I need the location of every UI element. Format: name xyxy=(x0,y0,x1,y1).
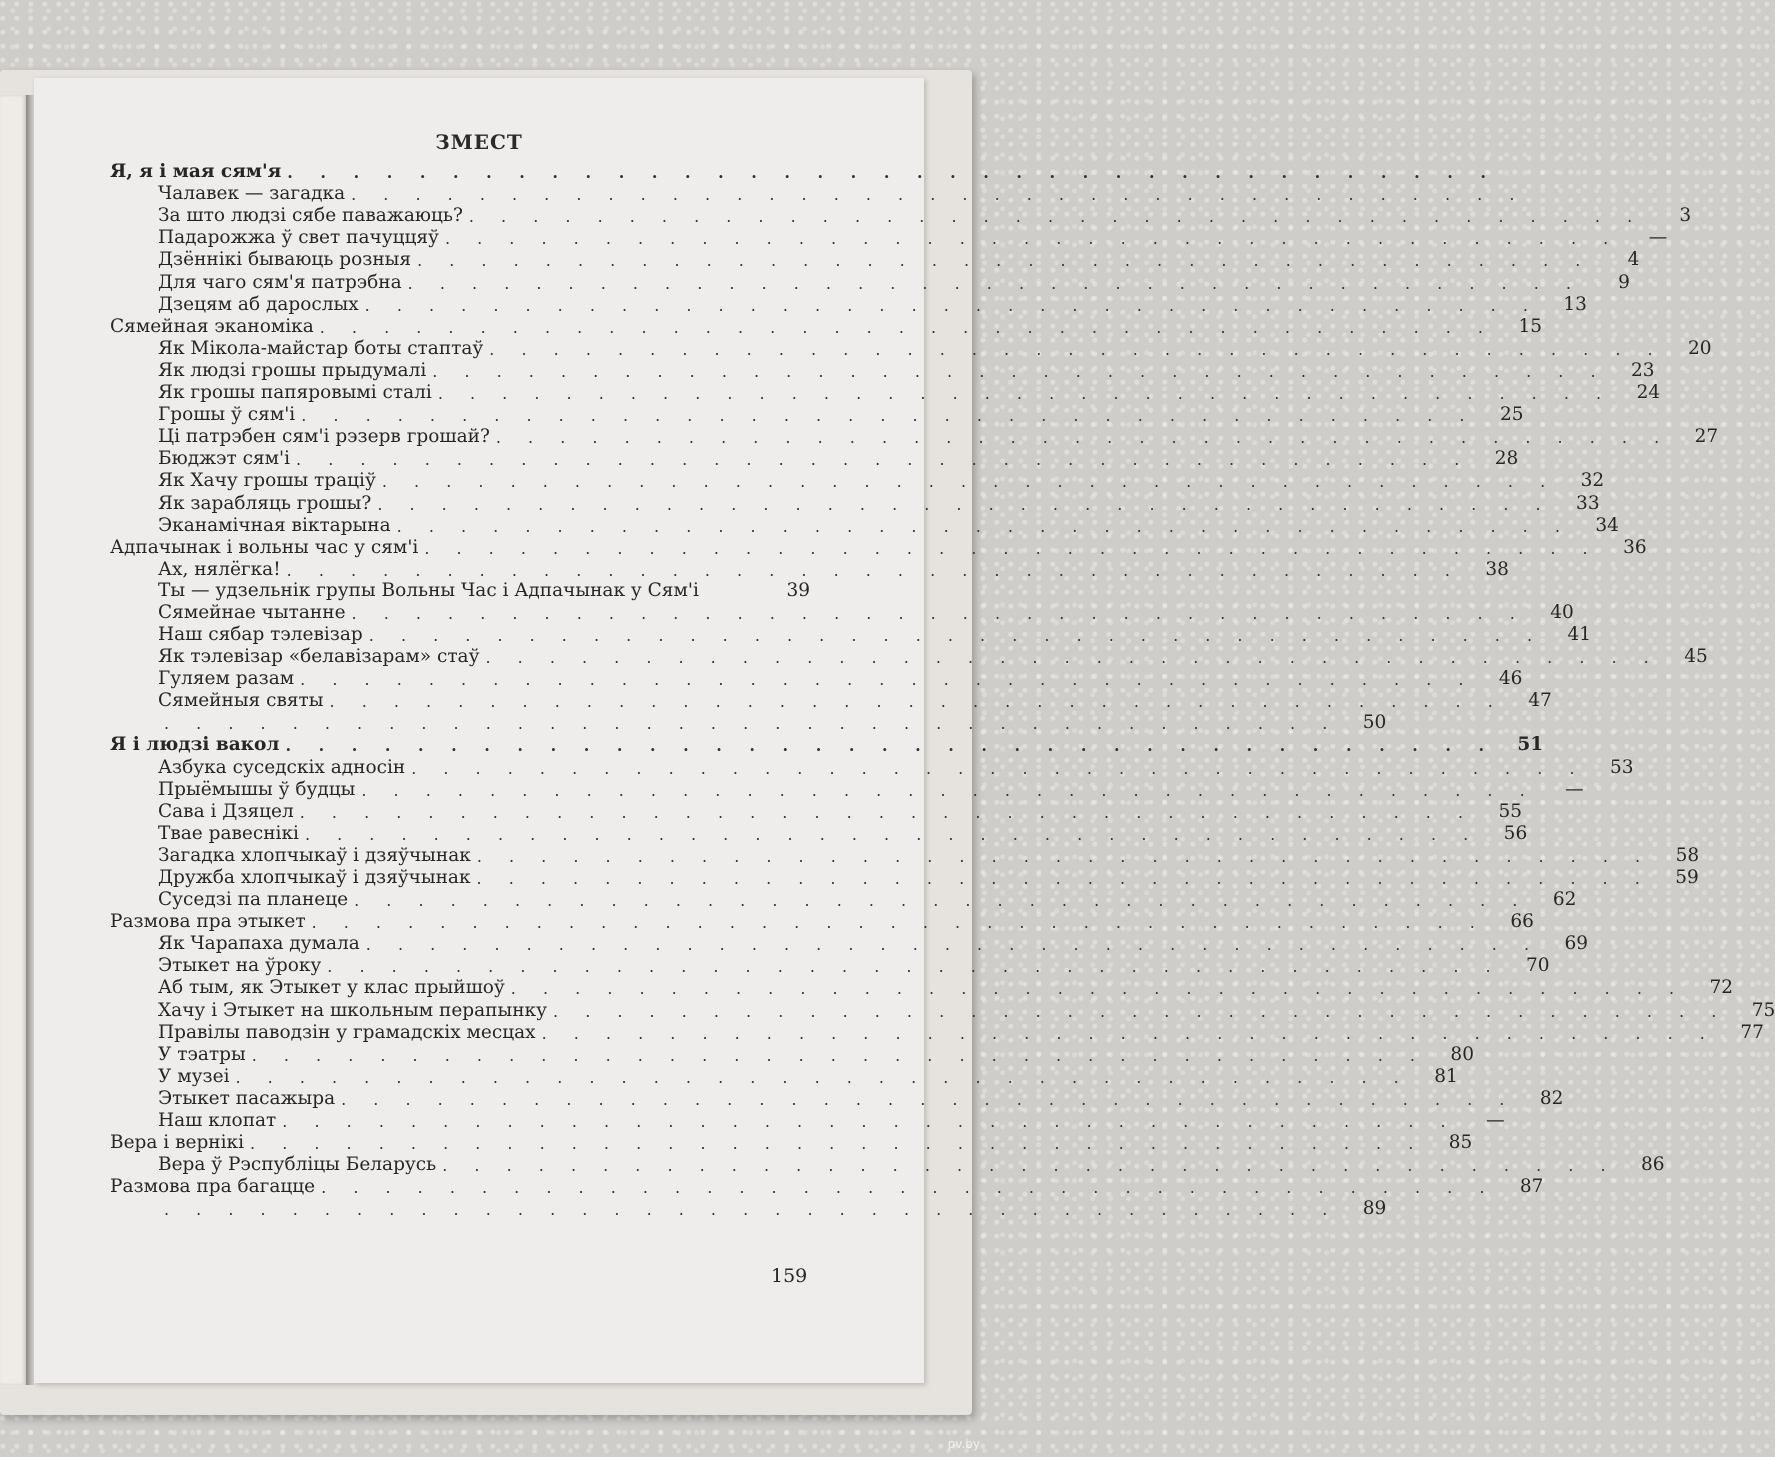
toc-entry-title: Сава і Дзяцел xyxy=(158,800,294,822)
toc-entry xyxy=(110,425,1719,448)
toc-page-number: 24 xyxy=(1636,382,1661,404)
toc-entry xyxy=(110,755,1634,778)
toc-entry xyxy=(110,601,1574,623)
toc-entry-title: Гуляем разам xyxy=(158,668,295,690)
toc-entry-title: Грошы ў сям'і xyxy=(158,404,296,426)
toc-leader-dots: . . . . . . . . . . . . . . . . . . . . . . . . . . . . . . . . . . . . . xyxy=(282,1112,1457,1132)
toc-page-number: — xyxy=(1565,778,1584,800)
toc-leader-dots: . . . . . . . . . . . . . . . . . . . . . . . . . . . . . . . . . . . . . xyxy=(351,185,1526,205)
toc-entry-title: У тэатры xyxy=(158,1043,246,1065)
toc-page-number: 86 xyxy=(1640,1154,1665,1176)
toc-entry-title: Дзецям аб дарослых xyxy=(158,293,359,315)
toc-entry xyxy=(110,800,1522,822)
toc-page-number: — xyxy=(1486,1110,1505,1132)
toc-leader-dots: . . . . . . . . . . . . . . . . . . . . . . . . . . . . . . . . . . . . . xyxy=(285,736,1496,756)
toc-entry-title: Эканамічная віктарына xyxy=(158,514,391,536)
toc-entry xyxy=(110,381,1661,404)
toc-entry xyxy=(110,998,1775,1021)
toc-entry xyxy=(110,711,1387,734)
toc-page-number: 58 xyxy=(1675,844,1700,866)
page-number: 159 xyxy=(771,1265,808,1287)
toc-leader-dots: . . . . . . . . . . . . . . . . . . . . . . . . . . . . . . . . . . . . . xyxy=(300,670,1475,690)
toc-entry-title: Як грошы папяровымі сталі xyxy=(158,382,432,404)
toc-entry-title: Этыкет на ўроку xyxy=(158,955,322,977)
toc-entry-title: Вера ў Рэспубліцы Беларусь xyxy=(158,1154,437,1176)
toc-leader-dots: . . . . . . . . . . . . . . . . . . . . . . . . . . . . . . . . . . . . . xyxy=(485,648,1660,668)
toc-leader-dots: . . . . . . . . . . . . . . . . . . . . . . . . . . . . . . . . . . . . . xyxy=(287,163,1497,183)
toc-entry-title: Вера і вернікі xyxy=(110,1132,245,1154)
toc-page-number: 41 xyxy=(1567,623,1592,645)
toc-entry xyxy=(110,778,1584,800)
toc-page-number: 28 xyxy=(1494,448,1519,470)
toc-entry xyxy=(110,645,1708,668)
toc-page-number: 59 xyxy=(1675,867,1699,888)
toc-entry-title: Аб тым, як Этыкет у клас прыйшоў xyxy=(158,977,505,999)
toc-leader-dots: . . . . . . . . . . . . . . . . . . . . . . . . . . . . . . . . . . . . . xyxy=(164,1200,1339,1220)
toc-leader-dots: . . . . . . . . . . . . . . . . . . . . . . . . . . . . . . . . . . . . . xyxy=(476,869,1651,888)
toc-page-number: 46 xyxy=(1498,668,1523,690)
toc-leader-dots: . . . . . . . . . . . . . . . . . . . . . . . . . . . . . . . . . . . . . xyxy=(417,251,1592,271)
toc-section xyxy=(110,160,1497,183)
toc-page-number: 70 xyxy=(1526,955,1550,977)
toc-entry-title: Этыкет пасажыра xyxy=(158,1087,336,1109)
toc-entry-title: Дзённікі бываюць розныя xyxy=(158,249,412,271)
toc-leader-dots: . . . . . . . . . . . . . . . . . . . . . . . . . . . . . . . . . . . . . xyxy=(351,603,1526,623)
toc-entry-title: Як Мікола-майстар боты стаптаў xyxy=(158,337,484,359)
watermark: pv.by xyxy=(947,1437,980,1451)
toc-page-number: 20 xyxy=(1688,337,1712,359)
toc-page-number: 87 xyxy=(1519,1176,1544,1198)
toc-page-number: 89 xyxy=(1362,1198,1387,1220)
toc-entry xyxy=(110,226,1668,249)
toc-leader-dots: . . . . . . . . . . . . . . . . . . . . . . . . . . . . . . . . . . . . . xyxy=(286,560,1461,580)
toc-entry-title: Правілы паводзін у грамадскіх месцах xyxy=(158,1021,536,1043)
toc-page-number: 75 xyxy=(1751,999,1775,1021)
toc-leader-dots: . . . . . . . . . . . . . . . . . . . . . . . . . . . . . . . . . . . . . xyxy=(296,450,1471,470)
book-page xyxy=(34,78,1775,1383)
toc-entry-title: Сямейнае чытанне xyxy=(158,601,346,623)
toc-page-number: 55 xyxy=(1498,800,1522,822)
toc-entry-title: Я і людзі вакол xyxy=(110,734,280,756)
toc-leader-dots: . . . . . . . . . . . . . . . . . . . . . . . . . . . . . . . . . . . . . xyxy=(432,361,1607,381)
toc-leader-dots: . . . . . . . . . . . . . . . . . . . . . . . . . . . . . . . . . . . . . xyxy=(329,692,1504,712)
toc-leader-dots: . . . . . . . . . . . . . . . . . . . . . . . . . . . . . . . . . . . . . xyxy=(476,846,1652,866)
toc-page-number: 32 xyxy=(1580,470,1605,492)
toc-entry xyxy=(110,1109,1505,1132)
toc-entry-title: Ці патрэбен сям'і рэзерв грошай? xyxy=(158,426,490,448)
toc-entry xyxy=(110,689,1552,712)
toc-entry-title: Бюджэт сям'і xyxy=(158,448,291,470)
toc-page-number: 9 xyxy=(1618,271,1630,293)
toc-entry xyxy=(110,1153,1665,1176)
toc-entry-title: Дружба хлопчыкаў і дзяўчынак xyxy=(158,867,471,888)
toc-entry xyxy=(110,844,1700,866)
toc-leader-dots: . . . . . . . . . . . . . . . . . . . . . . . . . . . . . . . . . . . . . xyxy=(553,1001,1728,1021)
toc-entry xyxy=(110,403,1524,426)
toc-page-number: 53 xyxy=(1609,756,1634,778)
toc-leader-dots: . . . . . . . . . . . . . . . . . . . . . . . . . . . . . . . . . . . . . xyxy=(444,229,1620,249)
toc-leader-dots: . . . . . . . . . . . . . . . . . . . . . . . . . . . . . . . . . . . . . xyxy=(321,1178,1496,1198)
toc-entry-title: Адпачынак і вольны час у сям'і xyxy=(110,536,419,558)
toc-entry-title: Азбука суседскіх адносін xyxy=(158,756,406,778)
toc-page-number: 56 xyxy=(1503,822,1528,844)
toc-entry xyxy=(110,1197,1387,1220)
toc-leader-dots: . . . . . . . . . . . . . . . . . . . . . . . . . . . . . . . . . . . . . xyxy=(489,339,1664,359)
toc-entry xyxy=(110,866,1699,888)
toc-section xyxy=(110,315,1543,337)
toc-entry-title: Ты — удзельнік групы Вольны Час і Адпачынак у Сям'і xyxy=(158,579,699,601)
toc-leader-dots: . . . . . . . . . . . . . . . . . . . . . . . . . . . . . . . . . . . . . xyxy=(541,1023,1716,1043)
toc-page-number: 77 xyxy=(1740,1021,1764,1043)
toc-leader-dots: . . . . . . . . . . . . . . . . . . . . . . . . . . . . . . . . . . . . . xyxy=(250,1134,1425,1154)
toc-page-number: — xyxy=(1648,227,1668,249)
toc-entry xyxy=(110,888,1577,911)
toc-entry xyxy=(110,558,1509,580)
toc-leader-dots: . . . . . . . . . . . . . . . . . . . . . . . . . . . . . . . . . . . . . xyxy=(164,714,1339,734)
toc-page-number: 69 xyxy=(1564,933,1589,955)
toc-entry xyxy=(110,1087,1564,1109)
toc-leader-dots: . . . . . . . . . . . . . . . . . . . . . . . . . . . . . . . . . . . . . xyxy=(304,824,1480,844)
toc-entry xyxy=(110,954,1550,977)
toc-page-number: 40 xyxy=(1550,601,1574,623)
toc-entry-title: Я, я і мая сям'я xyxy=(110,161,282,183)
toc-page-number: 27 xyxy=(1694,426,1719,448)
toc-leader-dots: . . . . . . . . . . . . . . . . . . . . . . . . . . . . . . . . . . . . . xyxy=(368,625,1544,645)
toc-leader-dots: . . . . . . . . . . . . . . . . . . . . . . . . . . . . . . . . . . . . . xyxy=(442,1156,1617,1176)
toc-entry xyxy=(110,182,1526,205)
toc-entry-title: Размова пра этыкет xyxy=(110,911,306,933)
toc-page-number: 33 xyxy=(1576,492,1600,514)
toc-entry xyxy=(110,359,1655,381)
toc-leader-dots: . . . . . . . . . . . . . . . . . . . . . . . . . . . . . . . . . . . . . xyxy=(301,406,1476,426)
toc-page-number: 82 xyxy=(1539,1087,1564,1109)
toc-page-number: 15 xyxy=(1518,315,1543,337)
toc-entry-title: Як тэлевізар «белавізарам» стаў xyxy=(158,646,480,668)
toc-entry xyxy=(110,293,1587,315)
toc-leader-dots: . . . . . . . . . . . . . . . . . . . . . . . . . . . . . . . . . . . . . xyxy=(407,273,1582,293)
toc-entry-title: Сямейная эканоміка xyxy=(110,315,314,337)
toc-entry-title: Суседзі па планеце xyxy=(158,889,349,911)
toc-entry xyxy=(110,447,1519,470)
toc-entry xyxy=(110,204,1692,227)
toc-page-number: 85 xyxy=(1448,1132,1473,1154)
toc-section xyxy=(110,1131,1473,1154)
toc-section xyxy=(110,910,1534,933)
toc-entry xyxy=(110,1065,1458,1087)
table-of-contents xyxy=(110,160,1775,1220)
toc-page-number: 23 xyxy=(1631,359,1655,381)
toc-entry xyxy=(110,1043,1474,1065)
toc-leader-dots: . . . . . . . . . . . . . . . . . . . . . . . . . . . . . . . . . . . . . xyxy=(299,802,1474,822)
toc-page-number: 13 xyxy=(1563,293,1587,315)
toc-page-number: 36 xyxy=(1623,536,1647,558)
toc-leader-dots: . . . . . . . . . . . . . . . . . . . . . . . . . . . . . . . . . . . . . xyxy=(424,538,1599,558)
toc-page-number: 47 xyxy=(1528,690,1552,712)
toc-entry xyxy=(110,270,1630,293)
toc-entry-title: За што людзі сябе паважаюць? xyxy=(158,205,463,227)
toc-entry xyxy=(110,469,1605,492)
toc-entry xyxy=(110,337,1712,359)
toc-page-number: 72 xyxy=(1709,977,1734,999)
toc-entry-title: Наш сябар тэлевізар xyxy=(158,623,363,645)
toc-entry xyxy=(110,491,1600,514)
toc-entry-title: Ах, нялёгка! xyxy=(158,558,281,580)
toc-page-number: 50 xyxy=(1362,712,1387,734)
toc-entry-title: У музеі xyxy=(158,1065,230,1087)
toc-entry-title: Як Чарапаха думала xyxy=(158,933,360,955)
toc-leader-dots: . . . . . . . . . . . . . . . . . . . . . . . . . . . . . . . . . . . . . xyxy=(319,317,1495,337)
toc-page-number: 39 xyxy=(786,579,810,601)
toc-page-number: 66 xyxy=(1510,911,1534,933)
toc-leader-dots: . . . . . . . . . . . . . . . . . . . . . . . . . . . . . . . . . . . . . xyxy=(311,913,1486,933)
toc-leader-dots: . . . . . . . . . . . . . . . . . . . . . . . . . . . . . . . . . . . . . xyxy=(365,935,1541,955)
toc-entry xyxy=(110,822,1528,844)
toc-leader-dots: . . . . . . . . . . . . . . . . . . . . . . . . . . . . . . . . . . . . . xyxy=(235,1067,1410,1087)
toc-leader-dots: . . . . . . . . . . . . . . . . . . . . . . . . . . . . . . . . . . . . . xyxy=(251,1045,1426,1065)
toc-page-number: 3 xyxy=(1679,205,1692,227)
toc-page-number: 34 xyxy=(1595,514,1619,536)
toc-entry-title: Наш клопат xyxy=(158,1110,277,1132)
toc-leader-dots: . . . . . . . . . . . . . . . . . . . . . . . . . . . . . . . . . . . . . xyxy=(361,780,1536,800)
toc-leader-dots: . . . . . . . . . . . . . . . . . . . . . . . . . . . . . . . . . . . . . xyxy=(396,516,1571,536)
toc-entry xyxy=(110,667,1523,690)
toc-page-number: 38 xyxy=(1485,558,1509,580)
left-page-edge xyxy=(0,95,26,1385)
toc-page-number: 4 xyxy=(1627,249,1640,271)
toc-entry-title: Загадка хлопчыкаў і дзяўчынак xyxy=(158,844,471,866)
toc-entry-title: Чалавек — загадка xyxy=(158,183,346,205)
toc-leader-dots: . . . . . . . . . . . . . . . . . . . . . . . . . . . . . . . . . . . . . xyxy=(341,1089,1516,1109)
toc-entry-title: Твае равеснікі xyxy=(158,822,299,844)
toc-section xyxy=(110,1175,1544,1198)
toc-leader-dots: . . . . . . . . . . . . . . . . . . . . . . . . . . . . . . . . . . . . . xyxy=(411,758,1586,778)
toc-page-number: 62 xyxy=(1552,889,1577,911)
toc-page-number: 45 xyxy=(1684,646,1708,668)
toc-leader-dots: . . . . . . . . . . . . . . . . . . . . . . . . . . . . . . . . . . . . . xyxy=(437,384,1613,404)
toc-entry xyxy=(110,623,1592,645)
toc-entry xyxy=(110,932,1589,955)
toc-section xyxy=(110,536,1647,558)
toc-entry-title: Як Хачу грошы траціў xyxy=(158,470,376,492)
toc-section xyxy=(110,733,1544,756)
toc-page-number: 51 xyxy=(1517,734,1544,756)
toc-leader-dots: . . . . . . . . . . . . . . . . . . . . . . . . . . . . . . . . . . . . . xyxy=(327,957,1502,977)
toc-leader-dots: . . . . . . . . . . . . . . . . . . . . . . . . . . . . . . . . . . . . . xyxy=(364,295,1539,315)
toc-page-number: 25 xyxy=(1499,404,1524,426)
toc-entry-title: Прыёмышы ў будцы xyxy=(158,778,356,800)
toc-entry-title: Як зарабляць грошы? xyxy=(158,492,372,514)
toc-leader-dots: . . . . . . . . . . . . . . . . . . . . . . . . . . . . . . . . . . . . . xyxy=(468,207,1644,227)
toc-entry-title: Сямейныя святы xyxy=(158,690,324,712)
book-spine xyxy=(26,95,34,1385)
toc-leader-dots: . . . . . . . . . . . . . . . . . . . . . . . . . . . . . . . . . . . . . xyxy=(510,979,1686,999)
toc-entry xyxy=(110,1021,1764,1043)
page-title: ЗМЕСТ xyxy=(435,130,523,154)
toc-entry xyxy=(110,580,810,601)
toc-entry xyxy=(110,976,1734,999)
toc-leader-dots: . . . . . . . . . . . . . . . . . . . . . . . . . . . . . . . . . . . . . xyxy=(495,428,1671,448)
toc-entry-title: Падарожжа ў свет пачуццяў xyxy=(158,227,439,249)
toc-leader-dots: . . . . . . . . . . . . . . . . . . . . . . . . . . . . . . . . . . . . . xyxy=(377,494,1552,514)
toc-entry-title: Хачу і Этыкет на школьным перапынку xyxy=(158,999,548,1021)
toc-entry xyxy=(110,514,1619,536)
toc-entry-title: Размова пра багацце xyxy=(110,1176,316,1198)
toc-entry xyxy=(110,248,1640,271)
toc-page-number: 81 xyxy=(1434,1065,1458,1087)
toc-entry-title: Як людзі грошы прыдумалі xyxy=(158,359,427,381)
toc-leader-dots: . . . . . . . . . . . . . . . . . . . . . . . . . . . . . . . . . . . . . xyxy=(354,891,1529,911)
toc-entry-title: Для чаго сям'я патрэбна xyxy=(158,271,402,293)
toc-page-number: 80 xyxy=(1450,1043,1474,1065)
toc-leader-dots: . . . . . . . . . . . . . . . . . . . . . . . . . . . . . . . . . . . . . xyxy=(381,472,1557,492)
